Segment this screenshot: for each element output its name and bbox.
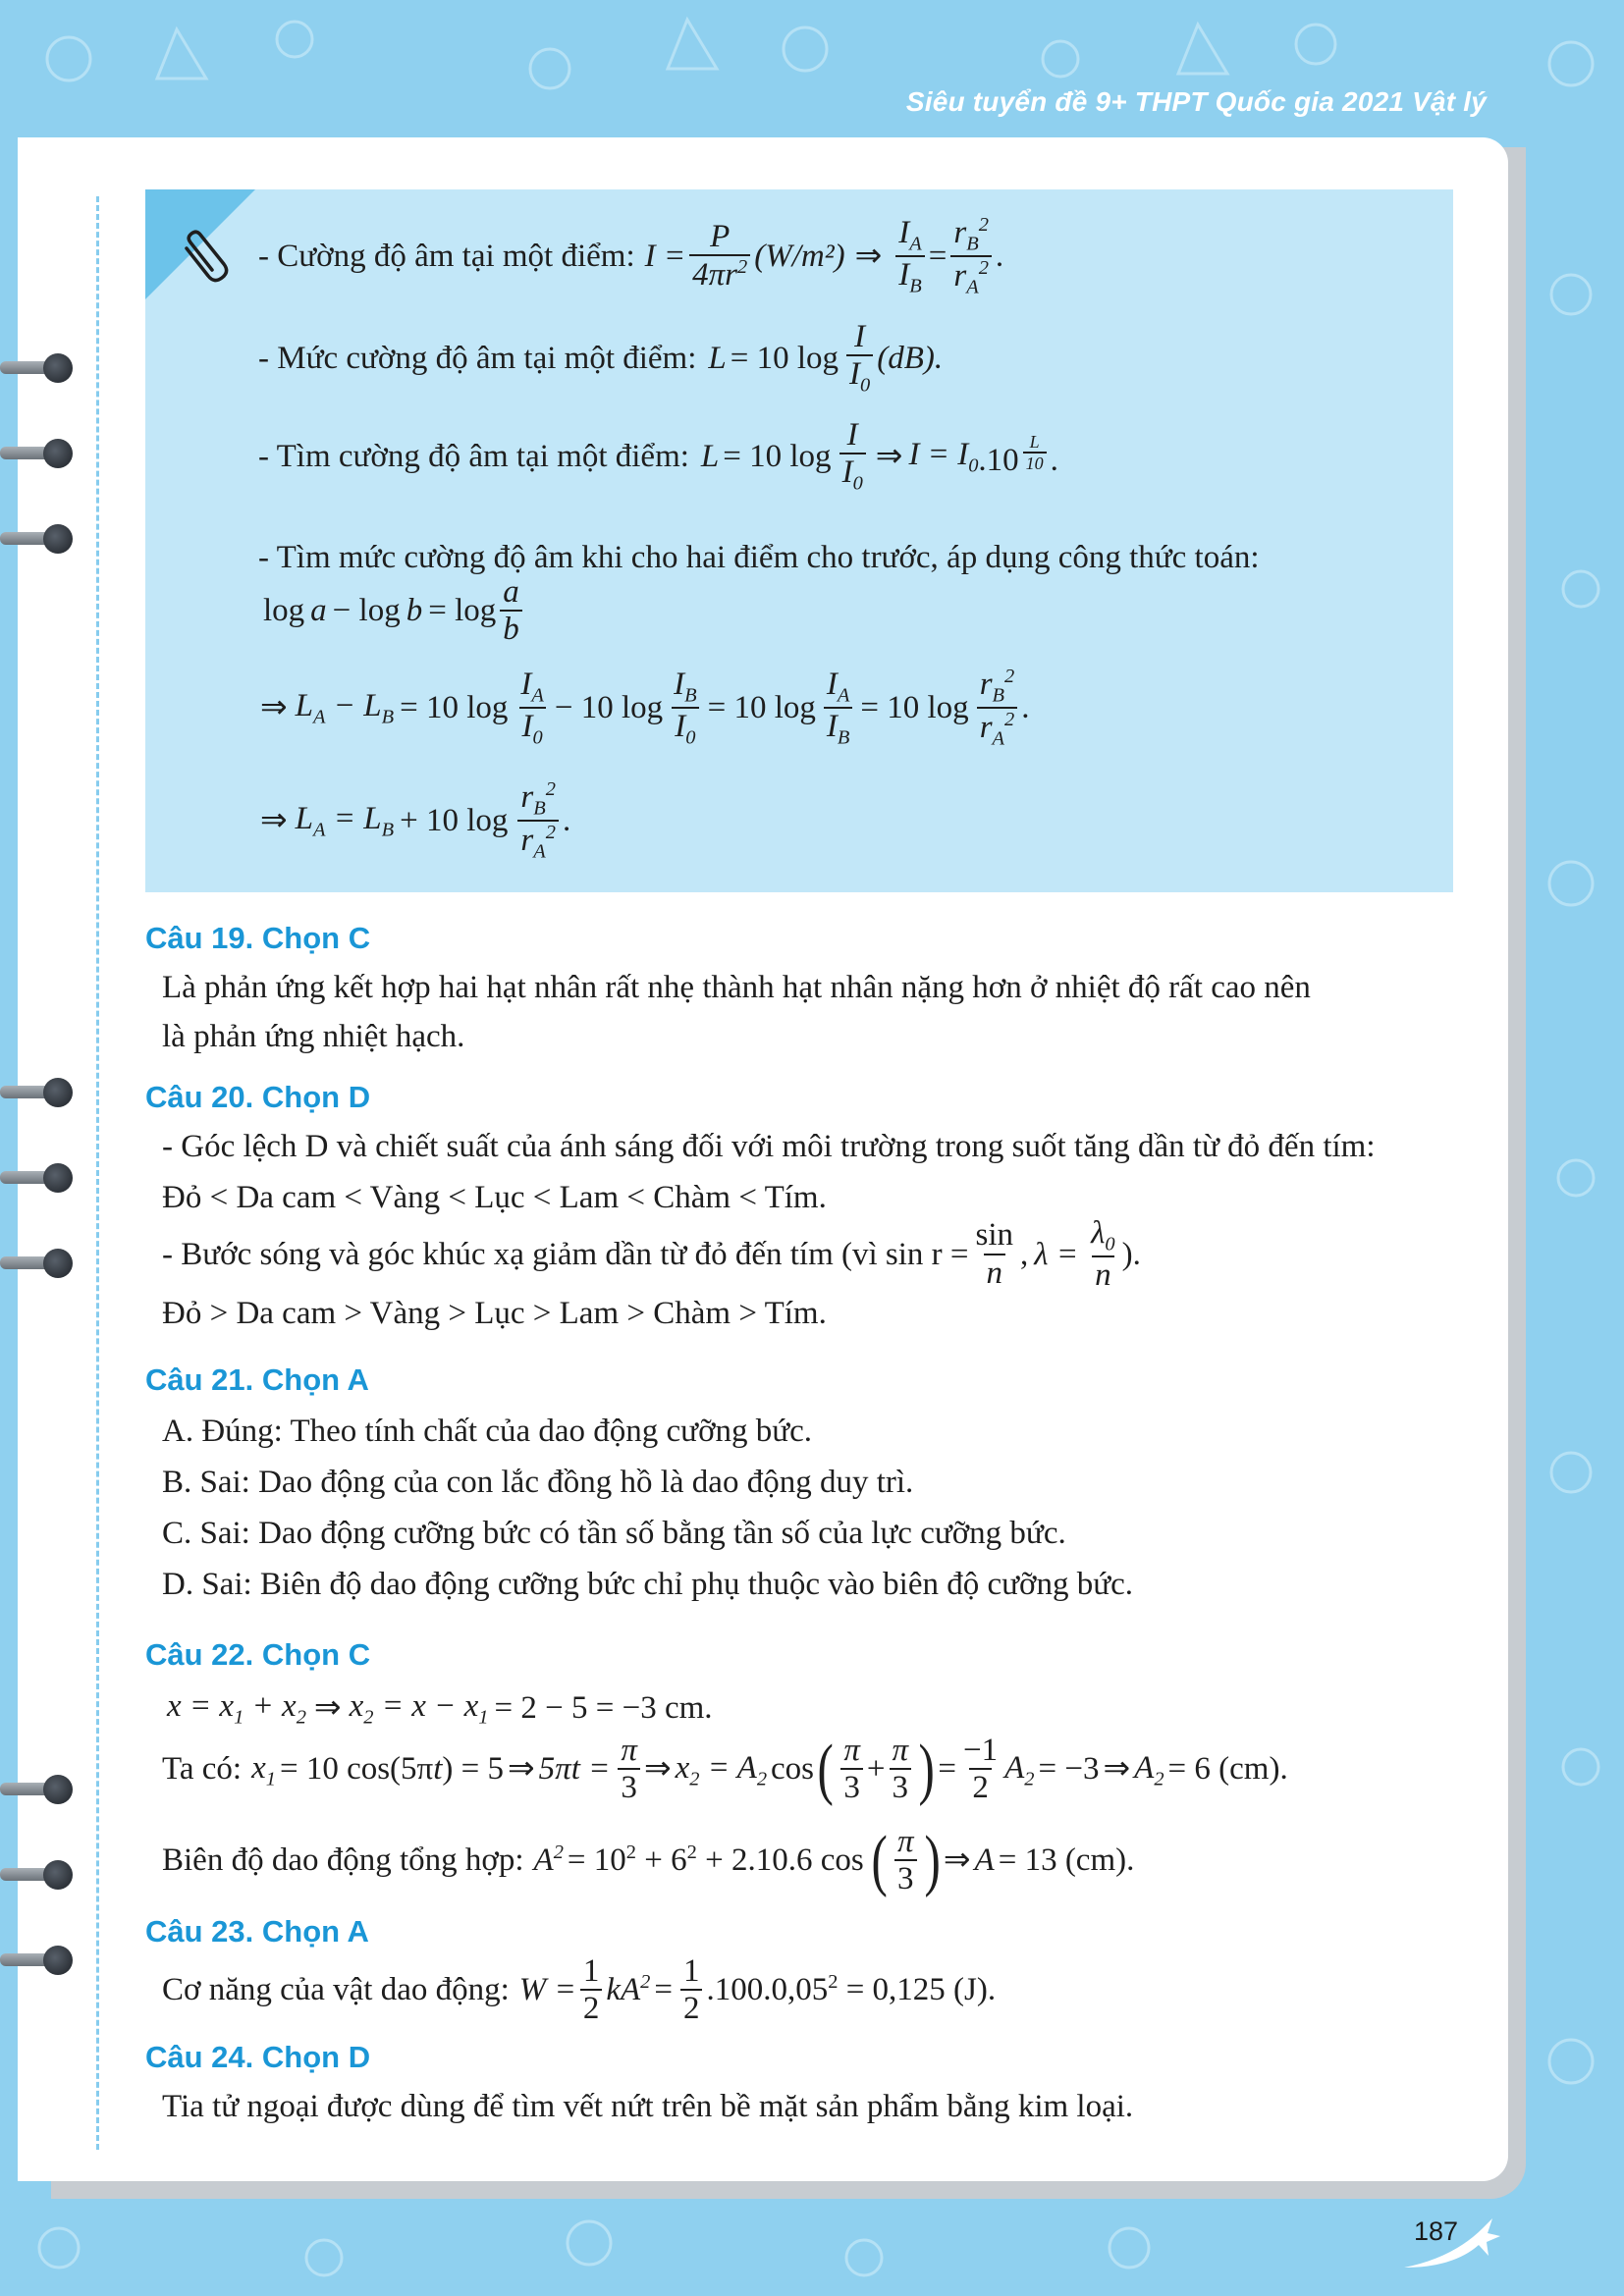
question-20-heading: Câu 20. Chọn D: [145, 1080, 371, 1114]
q23-line-1: Cơ năng của vật dao động: W = $\frac{1}{2}$ $kA^2$ = $\frac{1}{2}$ $.100.0,05^2 = 0,125$ (J).: [162, 1953, 997, 2027]
q20-line-2: Đỏ < Da cam < Vàng < Lục < Lam < Chàm < Tím.: [162, 1180, 827, 1215]
page-header-title: Siêu tuyển đề 9+ THPT Quốc gia 2021 Vật lý: [905, 86, 1487, 117]
q21-option-a: A. Đúng: Theo tính chất của dao động cưỡng bức.: [162, 1414, 813, 1449]
binder-ring-icon: [0, 1946, 75, 1973]
formula-label: - Tìm cường độ âm tại một điểm:: [258, 438, 689, 474]
paperclip-icon: [179, 229, 238, 297]
question-23-heading: Câu 23. Chọn A: [145, 1914, 369, 1949]
page-number: 187: [1414, 2216, 1459, 2246]
binder-ring-icon: [0, 524, 75, 552]
unit-label: (dB).: [877, 340, 944, 376]
q20-line-3: - Bước sóng và góc khúc xạ giảm dần từ đỏ đến tím (vì sin r = $\frac{\sin}{n}$ , λ = $\frac{\lambda_0}{n}$ ).: [162, 1215, 1141, 1294]
question-24-heading: Câu 24. Chọn D: [145, 2040, 371, 2074]
q21-option-d: D. Sai: Biên độ dao động cưỡng bức chỉ phụ thuộc vào biên độ cưỡng bức.: [162, 1567, 1134, 1602]
q23-line-1-prefix: Cơ năng của vật dao động:: [162, 1972, 510, 2008]
q21-option-b: B. Sai: Dao động của con lắc đồng hồ là dao động duy trì.: [162, 1465, 914, 1500]
margin-dashed-line: [96, 196, 99, 2150]
q22-line-3: Biên độ dao động tổng hợp: $A^2$ = $10^2 + 6^2 + 2.10.6$ cos ( $\frac{\pi}{3}$ ) ⇒ A = 13 (cm).: [162, 1823, 1135, 1899]
q24-line-1: Tia tử ngoại được dùng để tìm vết nứt trên bề mặt sản phẩm bằng kim loại.: [162, 2089, 1134, 2124]
formula-line-difference: ⇒ $L_A - L_B$ = 10 log $\frac{I_A}{I_0}$ − 10 log $\frac{I_B}{I_0}$ = 10 log $\frac{I_A}{I_B}$ = 10 log $\frac{r_B^2}{r_A^2}$ .: [260, 666, 1030, 750]
q22-line-3-prefix: Biên độ dao động tổng hợp:: [162, 1842, 524, 1879]
formula-line-result: ⇒ $L_A = L_B$ + 10 log $\frac{r_B^2}{r_A^2}$ .: [260, 778, 571, 863]
q20-line-4: Đỏ > Da cam > Vàng > Lục > Lam > Chàm > Tím.: [162, 1296, 827, 1331]
formula-label: - Mức cường độ âm tại một điểm:: [258, 340, 697, 376]
binder-ring-icon: [0, 1163, 75, 1191]
formula-line-find-intensity: - Tìm cường độ âm tại một điểm: L = 10 log $\frac{I}{I_0}$ ⇒ $I = I_0$ .10 $^{\frac{L}{10}}$ .: [258, 417, 1058, 495]
unit-label: (W/m²): [754, 238, 845, 274]
q20-line-1: - Góc lệch D và chiết suất của ánh sáng đối với môi trường trong suốt tăng dần từ đỏ đến tím:: [162, 1129, 1376, 1164]
formula-line-intensity: - Cường độ âm tại một điểm: I = $\frac{P}{4\pi r^2}$ (W/m²) ⇒ $\frac{I_A}{I_B}$ = $\frac{r_B^2}{r_A^2}$ .: [258, 214, 1004, 298]
binder-ring-icon: [0, 1249, 75, 1276]
binder-ring-icon: [0, 1860, 75, 1888]
binder-ring-icon: [0, 439, 75, 466]
q20-line-3-text: - Bước sóng và góc khúc xạ giảm dần từ đỏ đến tím (vì sin r =: [162, 1236, 969, 1272]
question-21-heading: Câu 21. Chọn A: [145, 1362, 369, 1397]
formula-line-description: [258, 538, 1260, 578]
formula-label: - Cường độ âm tại một điểm:: [258, 238, 635, 274]
q22-line-2-prefix: Ta có:: [162, 1751, 243, 1788]
q22-line-2: Ta có: $x_1$ = 10 cos(5πt) = 5 ⇒ 5πt = $\frac{\pi}{3}$ ⇒ $x_2 = A_2$ cos ( $\frac{\pi}{3}$ + $\frac{\pi}{3}$ ) = $\frac{-1}{2}$ $A_2$ = −3 ⇒ $A_2$ = 6 (cm).: [162, 1732, 1288, 1808]
formula-log-rule: log a − log b = log $\frac{a}{b}$: [263, 574, 526, 649]
formula-label: - Tìm mức cường độ âm khi cho hai điểm cho trước, áp dụng công thức toán:: [258, 540, 1260, 575]
q22-line-1: $x = x_1 + x_2$ ⇒ $x_2 = x - x_1$ = 2 − 5 = −3 cm.: [167, 1688, 713, 1729]
question-22-heading: Câu 22. Chọn C: [145, 1637, 371, 1672]
q19-line-1: Là phản ứng kết hợp hai hạt nhân rất nhẹ thành hạt nhân nặng hơn ở nhiệt độ rất cao nên: [162, 970, 1311, 1005]
q21-option-c: C. Sai: Dao động cưỡng bức có tần số bằng tần số của lực cưỡng bức.: [162, 1516, 1066, 1551]
q19-line-2: là phản ứng nhiệt hạch.: [162, 1019, 465, 1054]
binder-ring-icon: [0, 353, 75, 381]
binder-ring-icon: [0, 1078, 75, 1105]
binder-ring-icon: [0, 1775, 75, 1802]
question-19-heading: Câu 19. Chọn C: [145, 921, 371, 955]
formula-line-level: - Mức cường độ âm tại một điểm: L = 10 log $\frac{I}{I_0}$ (dB).: [258, 319, 944, 397]
